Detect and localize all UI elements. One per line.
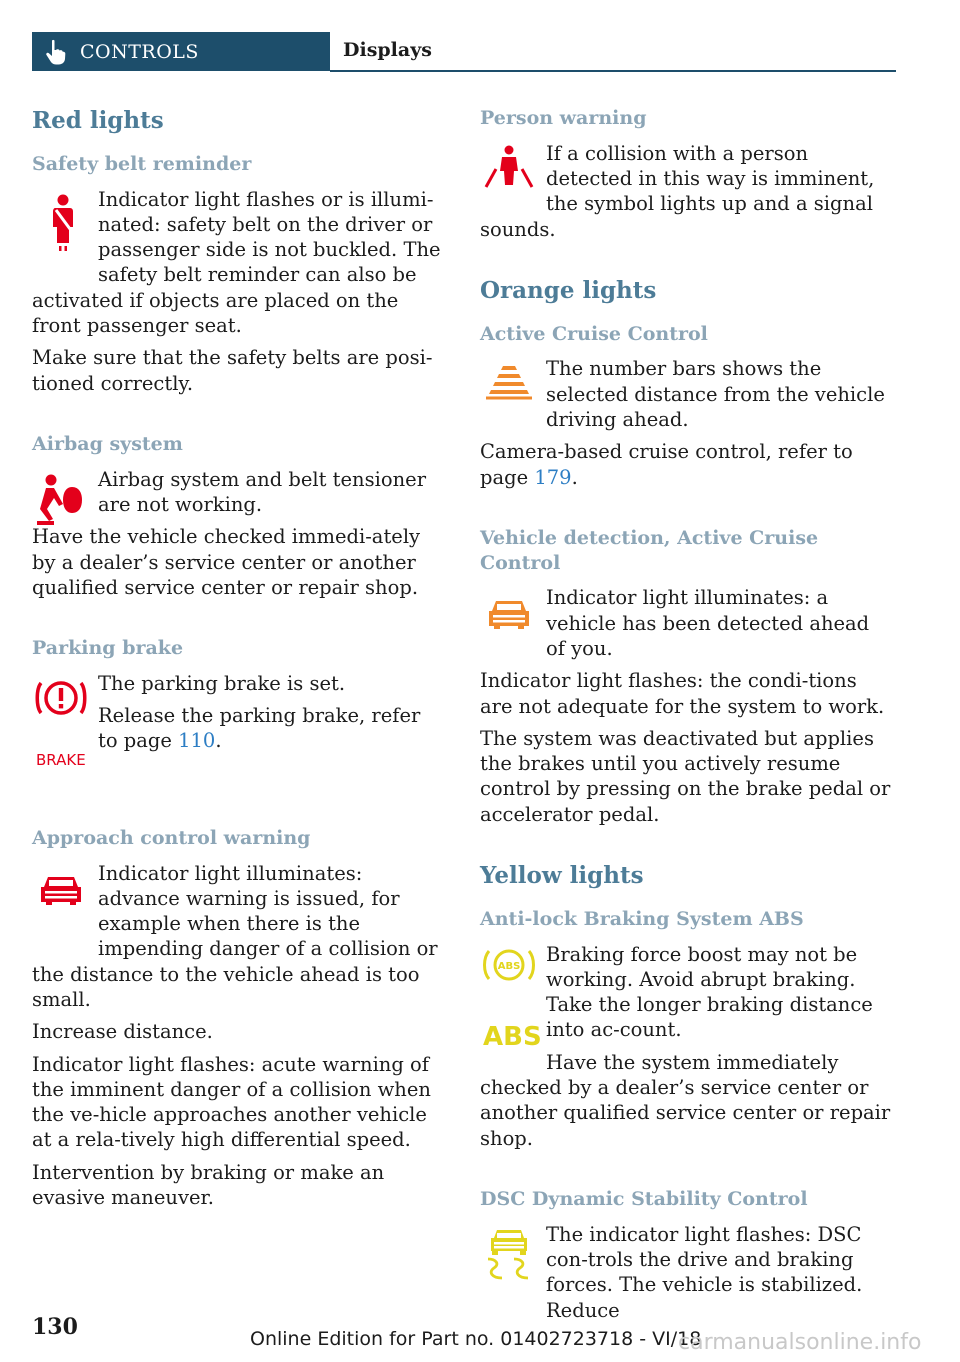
dsc-text-1: The indicator light flashes: DSC con‐trols the drive and braking forces. The vehicle is stabilized. Reduce <box>546 1222 863 1322</box>
right-column <box>480 100 892 1323</box>
person-warning-text-1: If a collision with a person detected in this way is imminent, the symbol lights up and a signal sounds. <box>480 141 875 241</box>
car-warning-icon <box>32 869 90 909</box>
parking-brake-icon <box>32 673 90 723</box>
vehicle-detection-entry <box>480 526 892 827</box>
approach-warning-text-4: Intervention by braking or make an evasive maneuver. <box>32 1160 385 1210</box>
airbag-heading: Airbag system <box>32 432 183 455</box>
yellow-lights-heading: Yellow lights <box>480 861 644 889</box>
abs-text-2: Have the system immediately checked by a dealer’s service center or another qualified service center or repair shop. <box>480 1050 891 1150</box>
edition-info: Online Edition for Part no. 01402723718 - VI/18 <box>250 1328 702 1350</box>
airbag-text-2: Have the vehicle checked immedi‐ately by a dealer’s service center or another qualified service center or repair shop. <box>32 525 421 599</box>
person-warning-heading: Person warning <box>480 107 647 129</box>
page-title: Displays <box>343 39 432 61</box>
airbag-icon <box>32 469 90 529</box>
page-link-179[interactable]: 179 <box>534 465 572 489</box>
red-lights-heading: Red lights <box>32 107 164 134</box>
person-warning-icon <box>480 145 538 191</box>
seatbelt-icon <box>32 191 90 251</box>
airbag-entry <box>32 432 444 600</box>
parking-brake-heading: Parking brake <box>32 637 184 660</box>
dsc-entry <box>480 1187 892 1323</box>
seatbelt-heading: Safety belt reminder <box>32 152 252 175</box>
approach-warning-text-1: Indicator light illuminates: advance warning is issued, for example when there is the impending danger of a collision or the distance to the vehicle ahead is too small. <box>32 861 438 1011</box>
vehicle-ahead-icon <box>480 593 538 633</box>
approach-warning-entry <box>32 826 444 1211</box>
seatbelt-text-1: Indicator light flashes or is illumi‐nated: safety belt on the driver or passenger side is not buckled. The safety belt reminder can also be activated if objects are placed on the front passenger seat. <box>32 187 441 338</box>
person-warning-entry <box>480 106 892 242</box>
vehicle-detection-text-2: Indicator light flashes: the condi‐tions are not adequate for the system to work. <box>480 669 885 718</box>
abs-text-1: Braking force boost may not be working. Avoid abrupt braking. Take the longer braking distance into ac‐count. <box>546 942 873 1042</box>
page-link-110[interactable]: 110 <box>178 729 216 753</box>
brake-label: BRAKE <box>36 750 86 769</box>
watermark: carmanualsonline.info <box>678 1330 922 1355</box>
seatbelt-text-2: Make sure that the safety belts are posi‐tioned correctly. <box>32 346 433 395</box>
abs-circle-label: ABS <box>497 960 521 972</box>
approach-warning-text-2: Increase distance. <box>32 1020 213 1044</box>
approach-warning-text-3: Indicator light flashes: acute warning of the imminent danger of a collision when the ve‐hicle approaches another vehicle at a rela‐tively high differential speed. <box>32 1052 431 1152</box>
page-number: 130 <box>32 1314 78 1340</box>
parking-brake-text-1: The parking brake is set. <box>98 671 346 695</box>
abs-label-icon: ABS <box>483 1021 542 1052</box>
vehicle-detection-text-3: The system was deactivated but applies the brakes until you actively resume control by pressing on the brake pedal or accelerator pedal. <box>480 726 891 826</box>
abs-circle-icon <box>480 942 538 988</box>
approach-warning-heading: Approach control warning <box>32 826 311 849</box>
acc-heading: Active Cruise Control <box>480 322 708 345</box>
header-divider <box>330 70 896 72</box>
parking-brake-text-2: Release the parking brake, refer to page 110. <box>98 704 421 753</box>
vehicle-detection-heading: Vehicle detection, Active Cruise Control <box>480 526 819 574</box>
left-column <box>32 100 444 1210</box>
section-label: CONTROLS <box>80 41 199 63</box>
abs-entry <box>480 907 892 1151</box>
acc-text-2: Camera-based cruise control, refer to page 179. <box>480 440 853 489</box>
seatbelt-entry <box>32 152 444 396</box>
acc-text-1: The number bars shows the selected distance from the vehicle driving ahead. <box>546 357 885 432</box>
pointing-hand-icon <box>44 39 66 65</box>
orange-lights-heading: Orange lights <box>480 276 657 304</box>
dsc-heading: DSC Dynamic Stability Control <box>480 1187 808 1210</box>
airbag-text-1: Airbag system and belt tensioner are not working. <box>98 467 427 516</box>
abs-heading: Anti-lock Braking System ABS <box>480 907 804 930</box>
cruise-distance-icon <box>480 362 538 402</box>
section-tab <box>32 32 330 71</box>
acc-entry <box>480 322 892 490</box>
vehicle-detection-text-1: Indicator light illuminates: a vehicle has been detected ahead of you. <box>546 586 870 660</box>
dsc-skid-icon <box>480 1226 538 1282</box>
parking-brake-entry <box>32 636 444 811</box>
